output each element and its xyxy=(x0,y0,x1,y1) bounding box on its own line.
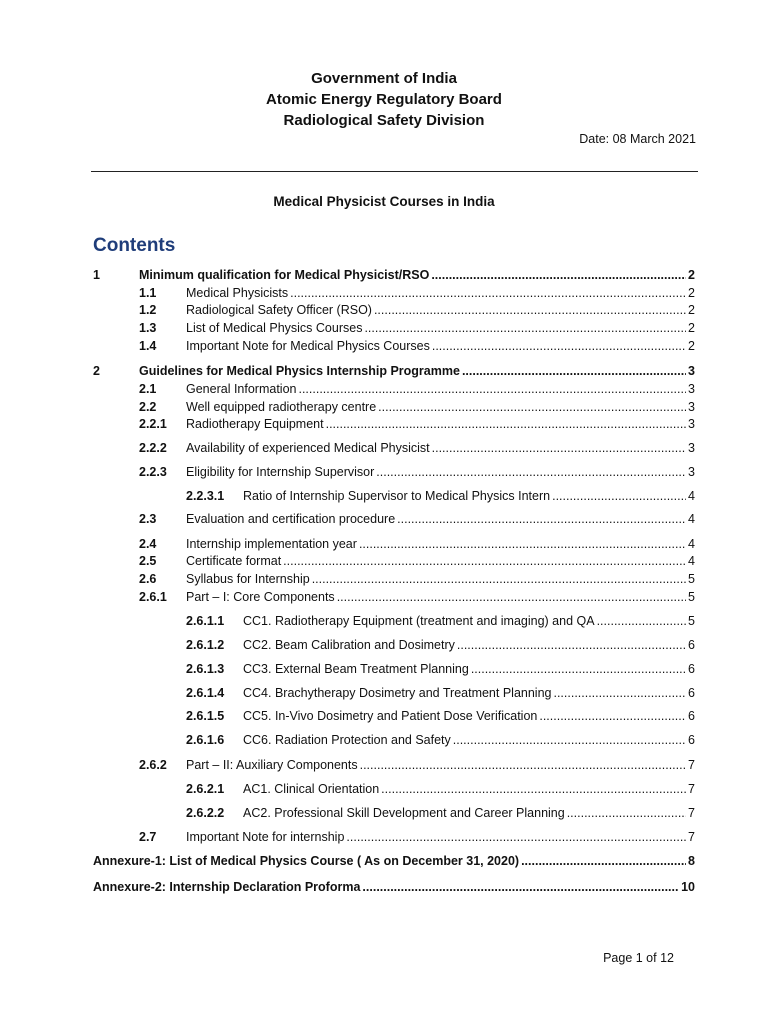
toc-dot-leader xyxy=(471,662,686,676)
toc-dot-leader xyxy=(381,782,686,796)
toc-dot-leader xyxy=(359,537,686,551)
toc-entry-number: 1 xyxy=(93,268,100,282)
toc-entry-page: 8 xyxy=(688,854,695,868)
toc-entry-number: 2.4 xyxy=(139,537,157,551)
toc-entry-title: Evaluation and certification procedure xyxy=(186,512,396,526)
toc-dot-leader xyxy=(432,441,686,455)
toc-entry-page: 7 xyxy=(688,806,695,820)
toc-dot-leader xyxy=(539,709,686,723)
toc-entry-title: Eligibility for Internship Supervisor xyxy=(186,465,375,479)
toc-entry[interactable] xyxy=(139,465,695,479)
toc-entry[interactable] xyxy=(139,590,695,604)
toc-entry-title: Well equipped radiotherapy centre xyxy=(186,400,377,414)
toc-entry-title: Radiotherapy Equipment xyxy=(186,417,324,431)
toc-entry-number: 2.7 xyxy=(139,830,157,844)
toc-entry-number: 2.6.1.6 xyxy=(186,733,225,747)
toc-entry-title: Internship implementation year xyxy=(186,537,357,551)
toc-entry-number: 2.2.1 xyxy=(139,417,167,431)
toc-entry-page: 3 xyxy=(688,364,695,378)
toc-entry-title: Availability of experienced Medical Physicist xyxy=(186,441,430,455)
toc-entry-page: 3 xyxy=(688,382,695,396)
toc-entry-title: Syllabus for Internship xyxy=(186,572,310,586)
toc-entry-number: 2.6.1.5 xyxy=(186,709,225,723)
toc-entry[interactable] xyxy=(186,614,695,628)
toc-entry-number: 2.6.1.4 xyxy=(186,686,225,700)
toc-entry[interactable] xyxy=(139,303,695,317)
header-board: Atomic Energy Regulatory Board xyxy=(266,91,502,108)
toc-dot-leader xyxy=(298,382,686,396)
toc-entry[interactable] xyxy=(139,321,695,335)
toc-dot-leader xyxy=(432,339,686,353)
toc-entry-number: 2.5 xyxy=(139,554,157,568)
toc-entry-title: AC1. Clinical Orientation xyxy=(243,782,380,796)
toc-entry-title: Medical Physicists xyxy=(186,286,289,300)
toc-dot-leader xyxy=(360,758,686,772)
toc-entry-page: 4 xyxy=(688,512,695,526)
toc-dot-leader xyxy=(462,364,686,378)
toc-entry-page: 6 xyxy=(688,733,695,747)
toc-entry-page: 5 xyxy=(688,572,695,586)
toc-entry-page: 3 xyxy=(688,417,695,431)
toc-entry-page: 6 xyxy=(688,686,695,700)
header-division: Radiological Safety Division xyxy=(283,112,485,129)
toc-dot-leader xyxy=(397,512,686,526)
toc-entry-title: Guidelines for Medical Physics Internship Programme xyxy=(139,364,460,378)
toc-entry-page: 3 xyxy=(688,441,695,455)
toc-entry-page: 6 xyxy=(688,709,695,723)
toc-dot-leader xyxy=(326,417,686,431)
toc-entry-number: 2.6.2.1 xyxy=(186,782,225,796)
toc-entry[interactable] xyxy=(139,554,695,568)
toc-entry-title: CC6. Radiation Protection and Safety xyxy=(243,733,451,747)
toc-dot-leader xyxy=(521,854,686,868)
toc-entry-title: CC2. Beam Calibration and Dosimetry xyxy=(243,638,455,652)
toc-dot-leader xyxy=(374,303,686,317)
toc-entry-title: CC5. In-Vivo Dosimetry and Patient Dose Verification xyxy=(243,709,538,723)
toc-entry[interactable] xyxy=(139,758,695,772)
toc-entry-number: 2.3 xyxy=(139,512,157,526)
toc-entry-number: 2.2.2 xyxy=(139,441,167,455)
toc-entry[interactable] xyxy=(93,364,695,378)
toc-entry-page: 2 xyxy=(688,268,695,282)
toc-entry-number: 2 xyxy=(93,364,100,378)
toc-entry[interactable] xyxy=(186,489,695,503)
toc-entry[interactable] xyxy=(139,537,695,551)
toc-entry-page: 6 xyxy=(688,638,695,652)
toc-entry-page: 2 xyxy=(688,303,695,317)
toc-entry-number: 2.2.3 xyxy=(139,465,167,479)
toc-dot-leader xyxy=(337,590,686,604)
toc-dot-leader xyxy=(362,880,679,894)
toc-dot-leader xyxy=(376,465,686,479)
toc-entry[interactable] xyxy=(139,512,695,526)
toc-entry-number: 1.1 xyxy=(139,286,157,300)
toc-entry[interactable] xyxy=(139,830,695,844)
toc-entry-title: Minimum qualification for Medical Physicist/RSO xyxy=(139,268,430,282)
toc-entry-title: Important Note for Medical Physics Courses xyxy=(186,339,430,353)
toc-entry-number: 2.6.1 xyxy=(139,590,167,604)
toc-entry[interactable] xyxy=(186,686,695,700)
toc-entry[interactable] xyxy=(139,441,695,455)
toc-entry[interactable] xyxy=(139,400,695,414)
toc-entry-title: CC1. Radiotherapy Equipment (treatment and imaging) and QA xyxy=(243,614,595,628)
toc-dot-leader xyxy=(283,554,686,568)
toc-entry-number: 2.6.1.1 xyxy=(186,614,225,628)
toc-entry[interactable] xyxy=(186,662,695,676)
toc-entry[interactable] xyxy=(139,382,695,396)
toc-dot-leader xyxy=(457,638,686,652)
toc-entry[interactable] xyxy=(186,806,695,820)
toc-entry[interactable] xyxy=(186,709,695,723)
toc-entry[interactable] xyxy=(139,572,695,586)
toc-entry[interactable] xyxy=(186,638,695,652)
toc-entry[interactable] xyxy=(139,286,695,300)
toc-entry[interactable] xyxy=(93,880,695,894)
toc-dot-leader xyxy=(552,489,686,503)
toc-entry-number: 2.6.2.2 xyxy=(186,806,225,820)
toc-entry-title: Certificate format xyxy=(186,554,282,568)
toc-entry-page: 7 xyxy=(688,782,695,796)
toc-entry-title: Annexure-1: List of Medical Physics Course ( As on December 31, 2020) xyxy=(93,854,520,868)
toc-entry-page: 4 xyxy=(688,489,695,503)
toc-entry-number: 1.2 xyxy=(139,303,157,317)
toc-entry-page: 2 xyxy=(688,339,695,353)
document-title: Medical Physicist Courses in India xyxy=(273,194,495,209)
toc-entry-number: 2.1 xyxy=(139,382,157,396)
toc-entry[interactable] xyxy=(139,339,695,353)
toc-entry-number: 2.6.1.2 xyxy=(186,638,225,652)
toc-entry-page: 2 xyxy=(688,321,695,335)
toc-entry-title: CC4. Brachytherapy Dosimetry and Treatment Planning xyxy=(243,686,552,700)
toc-entry-title: AC2. Professional Skill Development and Career Planning xyxy=(243,806,565,820)
page-number: Page 1 of 12 xyxy=(603,951,674,965)
toc-dot-leader xyxy=(431,268,686,282)
toc-entry-title: Part – II: Auxiliary Components xyxy=(186,758,358,772)
toc-dot-leader xyxy=(453,733,686,747)
toc-entry-page: 5 xyxy=(688,590,695,604)
toc-entry-title: Ratio of Internship Supervisor to Medical Physics Intern xyxy=(243,489,551,503)
toc-entry-number: 2.6.2 xyxy=(139,758,167,772)
toc-entry-title: CC3. External Beam Treatment Planning xyxy=(243,662,469,676)
toc-dot-leader xyxy=(364,321,686,335)
toc-entry-number: 2.2.3.1 xyxy=(186,489,225,503)
toc-entry-page: 7 xyxy=(688,758,695,772)
toc-dot-leader xyxy=(312,572,686,586)
toc-entry-title: Annexure-2: Internship Declaration Proforma xyxy=(93,880,361,894)
toc-entry-page: 10 xyxy=(681,880,695,894)
toc-entry-title: General Information xyxy=(186,382,297,396)
toc-entry-title: Part – I: Core Components xyxy=(186,590,335,604)
toc-entry-title: List of Medical Physics Courses xyxy=(186,321,363,335)
toc-entry-page: 2 xyxy=(688,286,695,300)
toc-entry-title: Radiological Safety Officer (RSO) xyxy=(186,303,372,317)
toc-entry-title: Important Note for internship xyxy=(186,830,345,844)
toc-entry-page: 6 xyxy=(688,662,695,676)
toc-entry-page: 4 xyxy=(688,537,695,551)
toc-dot-leader xyxy=(597,614,686,628)
toc-entry-page: 3 xyxy=(688,465,695,479)
toc-entry[interactable] xyxy=(139,417,695,431)
toc-entry[interactable] xyxy=(186,782,695,796)
toc-entry-page: 3 xyxy=(688,400,695,414)
toc-entry[interactable] xyxy=(186,733,695,747)
toc-entry-number: 2.6 xyxy=(139,572,157,586)
toc-entry-page: 7 xyxy=(688,830,695,844)
toc-entry[interactable] xyxy=(93,268,695,282)
toc-dot-leader xyxy=(378,400,686,414)
toc-dot-leader xyxy=(290,286,686,300)
document-date: Date: 08 March 2021 xyxy=(579,132,696,146)
toc-entry[interactable] xyxy=(93,854,695,868)
toc-entry-number: 2.6.1.3 xyxy=(186,662,225,676)
contents-heading: Contents xyxy=(93,235,176,256)
toc-entry-page: 4 xyxy=(688,554,695,568)
toc-entry-page: 5 xyxy=(688,614,695,628)
toc-entry-number: 1.4 xyxy=(139,339,157,353)
toc-dot-leader xyxy=(346,830,686,844)
toc-entry-number: 1.3 xyxy=(139,321,157,335)
header-government: Government of India xyxy=(311,70,457,87)
toc-dot-leader xyxy=(553,686,686,700)
toc-dot-leader xyxy=(567,806,686,820)
toc-entry-number: 2.2 xyxy=(139,400,157,414)
